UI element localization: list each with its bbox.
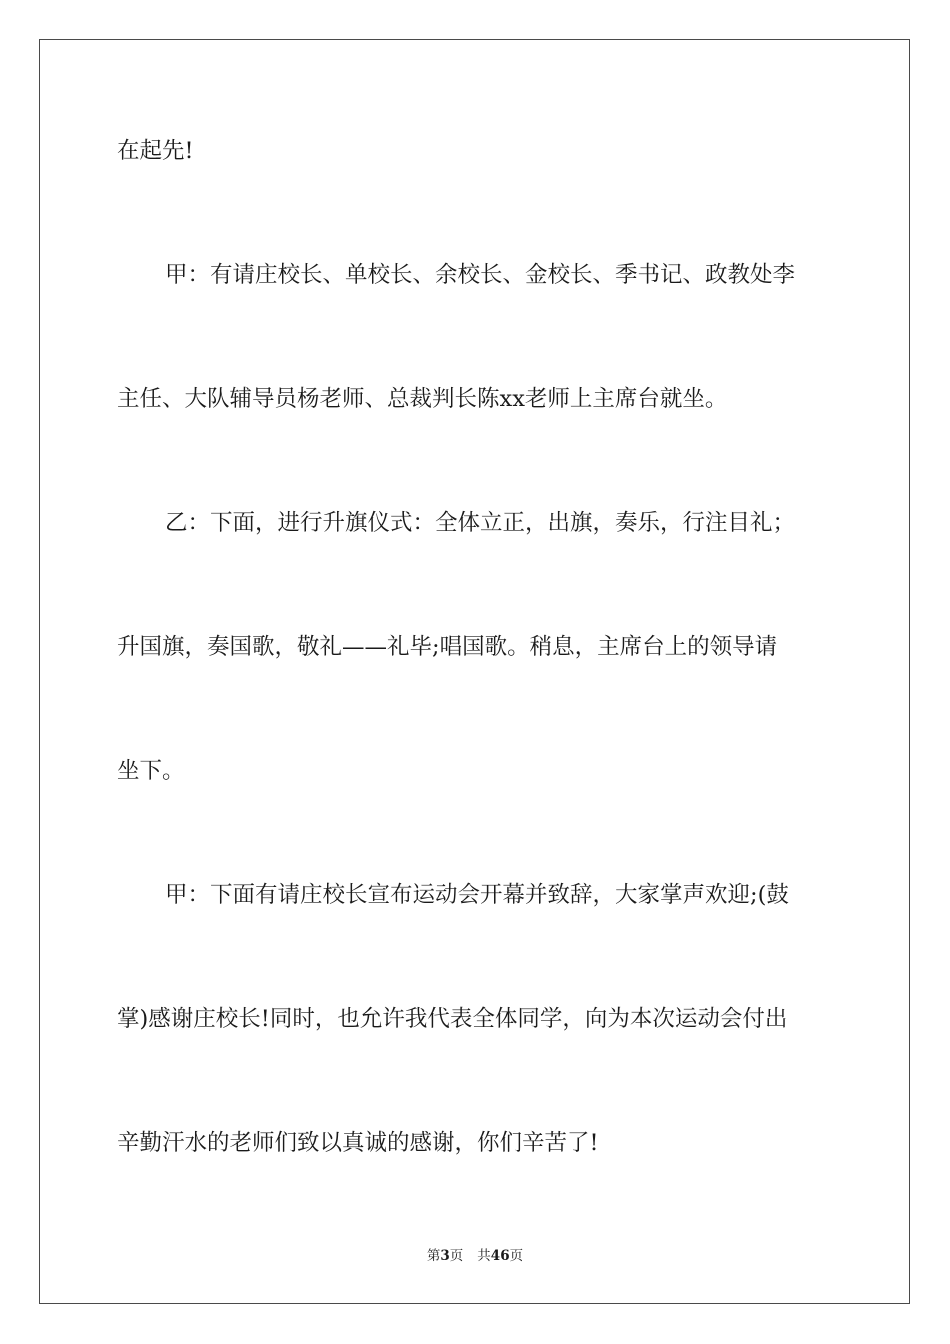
- total-prefix: 共: [477, 1248, 491, 1264]
- text-line-3: 主任、大队辅导员杨老师、总裁判长陈xx老师上主席台就坐。: [117, 386, 728, 412]
- total-pages: 46: [490, 1248, 510, 1264]
- text-line-2: 甲：有请庄校长、单校长、余校长、金校长、季书记、政教处李: [165, 262, 796, 288]
- page-footer: [0, 1247, 950, 1265]
- page-number: 3: [440, 1248, 450, 1264]
- text-line-8: 掌)感谢庄校长!同时，也允许我代表全体同学，向为本次运动会付出: [117, 1006, 788, 1032]
- text-line-6: 坐下。: [117, 758, 185, 784]
- text-line-7: 甲：下面有请庄校长宣布运动会开幕并致辞，大家掌声欢迎;(鼓: [165, 882, 789, 908]
- page-prefix: 第: [426, 1248, 441, 1264]
- total-suffix: 页: [509, 1248, 524, 1264]
- page-suffix: 页: [449, 1248, 464, 1264]
- text-line-5: 升国旗，奏国歌，敬礼——礼毕;唱国歌。稍息，主席台上的领导请: [117, 634, 778, 660]
- text-line-9: 辛勤汗水的老师们致以真诚的感谢，你们辛苦了!: [117, 1130, 599, 1156]
- page-border: [39, 39, 910, 1304]
- text-line-4: 乙：下面，进行升旗仪式：全体立正，出旗，奏乐，行注目礼；: [165, 510, 796, 536]
- text-line-1: 在起先!: [117, 138, 194, 164]
